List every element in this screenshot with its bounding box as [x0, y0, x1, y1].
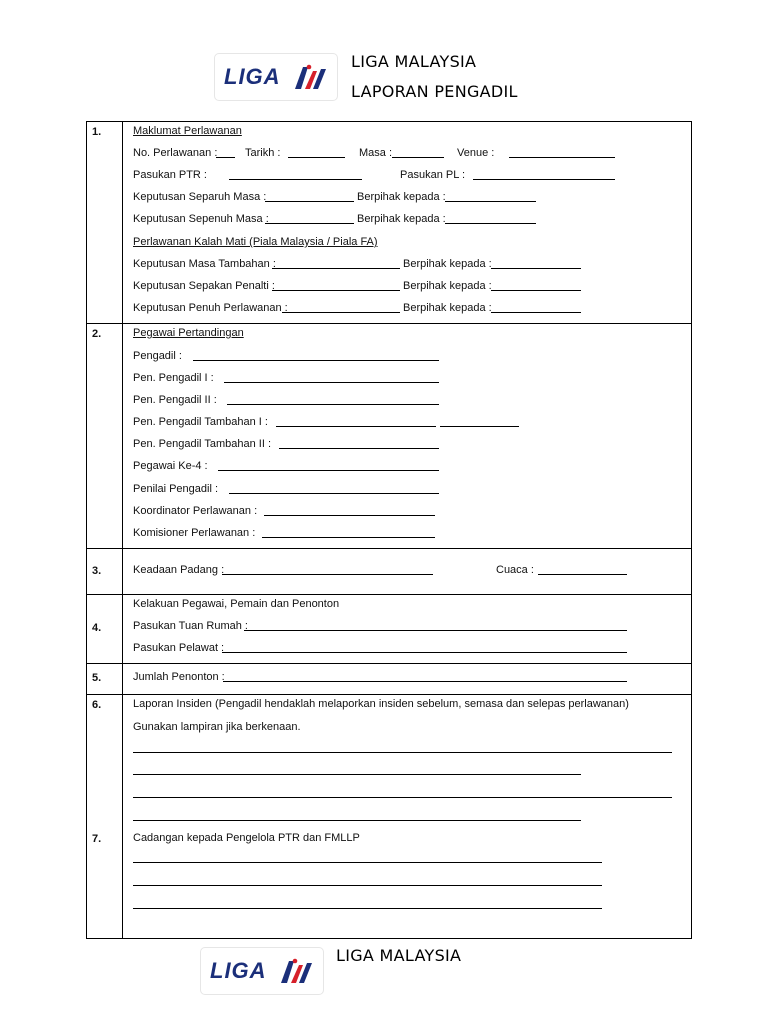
extra-time-result-label: Keputusan Masa Tambahan : — [133, 258, 276, 270]
half-time-favour-field[interactable] — [445, 201, 536, 202]
penalty-favour-label: Berpihak kepada : — [403, 280, 492, 292]
fourth-official-field[interactable] — [218, 470, 439, 471]
match-number-label: No. Perlawanan : — [133, 147, 218, 159]
row-divider-2-3 — [86, 548, 692, 549]
half-time-result-field[interactable] — [265, 201, 354, 202]
section-number: 5. — [92, 672, 102, 684]
incident-report-heading: Laporan Insiden (Pengadil hendaklah melaporkan insiden sebelum, semasa dan selepas perlawanan) — [133, 698, 629, 710]
liga-m-logo — [214, 53, 338, 101]
weather-field[interactable] — [538, 574, 627, 575]
pitch-condition-label: Keadaan Padang : — [133, 564, 225, 576]
home-team-label: Pasukan Tuan Rumah : — [133, 620, 248, 632]
liga-m-emblem-icon — [289, 63, 329, 93]
full-time-result-field[interactable] — [265, 223, 354, 224]
additional-assistant-2-field[interactable] — [279, 448, 439, 449]
referee-field[interactable] — [193, 360, 439, 361]
date-field[interactable] — [288, 157, 345, 158]
liga-m-logo-footer — [200, 947, 324, 995]
header-title-report: LAPORAN PENGADIL — [351, 82, 518, 101]
penalty-favour-field[interactable] — [491, 290, 581, 291]
additional-assistant-2-label: Pen. Pengadil Tambahan II : — [133, 438, 272, 450]
final-favour-field[interactable] — [491, 312, 581, 313]
incident-report-line[interactable] — [133, 752, 672, 753]
assistant-referee-1-field[interactable] — [224, 382, 439, 383]
additional-assistant-1-field[interactable] — [276, 426, 436, 427]
penalty-result-label: Keputusan Sepakan Penalti : — [133, 280, 275, 292]
row-divider-4-5 — [86, 663, 692, 664]
section-heading-officials: Pegawai Pertandingan — [133, 327, 244, 339]
recommendation-line[interactable] — [133, 885, 602, 886]
section-heading-match-info: Maklumat Perlawanan — [133, 125, 242, 137]
referee-assessor-field[interactable] — [229, 493, 439, 494]
home-team-conduct-field[interactable] — [244, 630, 627, 631]
incident-report-line[interactable] — [133, 774, 581, 775]
penalty-result-field[interactable] — [272, 290, 400, 291]
final-favour-label: Berpihak kepada : — [403, 302, 492, 314]
venue-label: Venue : — [457, 147, 495, 159]
pitch-condition-field[interactable] — [222, 574, 433, 575]
final-result-label: Keputusan Penuh Perlawanan : — [133, 302, 288, 314]
attachment-note: Gunakan lampiran jika berkenaan. — [133, 721, 301, 733]
section-number: 6. — [92, 699, 102, 711]
incident-report-line[interactable] — [133, 797, 672, 798]
section-number: 1. — [92, 126, 102, 138]
referee-assessor-label: Penilai Pengadil : — [133, 483, 219, 495]
half-time-favour-label: Berpihak kepada : — [357, 191, 446, 203]
ptr-team-label: Pasukan PTR : — [133, 169, 207, 181]
half-time-result-label: Keputusan Separuh Masa : — [133, 191, 267, 203]
row-divider-1-2 — [86, 323, 692, 324]
section-number: 7. — [92, 833, 102, 845]
knockout-match-heading: Perlawanan Kalah Mati (Piala Malaysia / Piala FA) — [133, 236, 378, 248]
match-coordinator-field[interactable] — [264, 515, 435, 516]
row-divider-5-6 — [86, 694, 692, 695]
conduct-heading: Kelakuan Pegawai, Pemain dan Penonton — [133, 598, 340, 610]
extra-time-favour-field[interactable] — [491, 268, 581, 269]
extra-time-favour-label: Berpihak kepada : — [403, 258, 492, 270]
fourth-official-label: Pegawai Ke-4 : — [133, 460, 208, 472]
venue-field[interactable] — [509, 157, 615, 158]
recommendation-line[interactable] — [133, 908, 602, 909]
additional-assistant-1-field-extra[interactable] — [440, 426, 519, 427]
match-coordinator-label: Koordinator Perlawanan : — [133, 505, 258, 517]
logo-text: LIGA — [224, 64, 281, 89]
full-time-favour-field[interactable] — [445, 223, 536, 224]
header-title-league: LIGA MALAYSIA — [351, 52, 477, 71]
weather-label: Cuaca : — [496, 564, 534, 576]
referee-label: Pengadil : — [133, 350, 182, 362]
assistant-referee-2-field[interactable] — [227, 404, 439, 405]
section-number: 3. — [92, 565, 102, 577]
full-time-result-label: Keputusan Sepenuh Masa : — [133, 213, 269, 225]
match-number-field[interactable] — [216, 157, 235, 158]
away-team-conduct-field[interactable] — [222, 652, 627, 653]
attendance-field[interactable] — [223, 681, 627, 682]
recommendation-line[interactable] — [133, 862, 602, 863]
section-number: 4. — [92, 622, 102, 634]
assistant-referee-2-label: Pen. Pengadil II : — [133, 394, 217, 406]
logo-text: LIGA — [210, 958, 267, 983]
full-time-favour-label: Berpihak kepada : — [357, 213, 446, 225]
time-label: Masa : — [359, 147, 393, 159]
attendance-label: Jumlah Penonton : — [133, 671, 225, 683]
match-commissioner-field[interactable] — [262, 537, 435, 538]
match-commissioner-label: Komisioner Perlawanan : — [133, 527, 256, 539]
footer-title-league: LIGA MALAYSIA — [336, 946, 462, 965]
incident-report-line[interactable] — [133, 820, 581, 821]
row-divider-3-4 — [86, 594, 692, 595]
recommendation-heading: Cadangan kepada Pengelola PTR dan FMLLP — [133, 832, 360, 844]
ptr-team-field[interactable] — [229, 179, 362, 180]
liga-m-emblem-icon — [275, 957, 315, 987]
additional-assistant-1-label: Pen. Pengadil Tambahan I : — [133, 416, 268, 428]
pl-team-label: Pasukan PL : — [400, 169, 466, 181]
extra-time-result-field[interactable] — [272, 268, 400, 269]
number-column-divider — [122, 121, 123, 939]
assistant-referee-1-label: Pen. Pengadil I : — [133, 372, 214, 384]
final-result-field[interactable] — [282, 312, 400, 313]
section-number: 2. — [92, 328, 102, 340]
away-team-label: Pasukan Pelawat : — [133, 642, 225, 654]
pl-team-field[interactable] — [473, 179, 615, 180]
time-field[interactable] — [392, 157, 444, 158]
date-label: Tarikh : — [245, 147, 281, 159]
